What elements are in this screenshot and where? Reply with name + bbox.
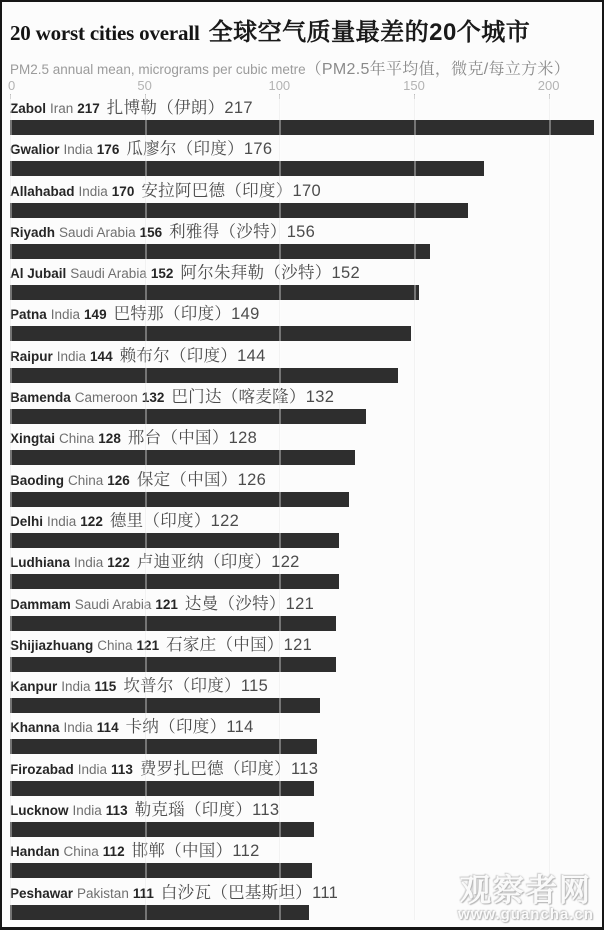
value-label: 115 xyxy=(94,679,117,695)
bar-row xyxy=(10,883,600,924)
bar xyxy=(10,450,355,465)
country-name-english: India xyxy=(78,183,108,199)
bar xyxy=(10,203,468,218)
row-label-chinese: 石家庄（中国）121 xyxy=(166,635,313,654)
value-label: 112 xyxy=(102,844,125,860)
row-label xyxy=(10,511,600,532)
bar-row xyxy=(10,387,600,428)
city-name-english: Khanna xyxy=(10,720,60,736)
row-label xyxy=(10,98,600,119)
value-label: 111 xyxy=(132,885,154,901)
bar-row xyxy=(10,222,600,263)
bar xyxy=(10,616,336,631)
row-label-chinese: 费罗扎巴德（印度）113 xyxy=(139,759,319,778)
value-label: 144 xyxy=(90,348,113,364)
city-name-english: Peshawar xyxy=(10,885,74,901)
country-name-english: Cameroon xyxy=(74,390,138,406)
bar xyxy=(10,409,366,424)
value-label: 121 xyxy=(155,596,178,612)
country-name-english: India xyxy=(56,348,87,364)
row-label-chinese: 扎博勒（伊朗）217 xyxy=(106,99,253,117)
x-axis xyxy=(10,78,600,96)
value-label: 113 xyxy=(111,761,133,777)
city-name-english: Xingtai xyxy=(10,431,56,447)
axis-tick-label: 50 xyxy=(137,78,152,93)
row-label-chinese: 坎普尔（印度）115 xyxy=(123,677,269,696)
city-name-english: Firozabad xyxy=(10,761,74,777)
row-label xyxy=(10,181,600,202)
city-name-english: Kanpur xyxy=(10,679,58,695)
country-name-english: China xyxy=(68,472,104,488)
city-name-english: Gwalior xyxy=(10,142,60,158)
bar xyxy=(10,698,320,713)
row-label xyxy=(10,841,600,862)
row-label-chinese: 德里（印度）122 xyxy=(109,511,240,530)
bar-row xyxy=(10,717,600,758)
bar xyxy=(10,739,317,754)
bar-row xyxy=(10,263,600,304)
city-name-english: Handan xyxy=(10,844,60,860)
row-label-chinese: 瓜廖尔（印度）176 xyxy=(126,140,273,159)
country-name-english: Saudi Arabia xyxy=(70,266,147,282)
watermark-site-name: 观察者网 xyxy=(460,873,593,908)
country-name-english: India xyxy=(61,679,91,695)
bar xyxy=(10,492,349,507)
row-label xyxy=(10,594,600,615)
row-label-chinese: 阿尔朱拜勒（沙特）152 xyxy=(180,264,360,283)
city-name-english: Dammam xyxy=(10,596,71,612)
bar-row xyxy=(10,759,600,800)
city-name-english: Delhi xyxy=(10,513,44,529)
country-name-english: Saudi Arabia xyxy=(59,224,136,240)
country-name-english: China xyxy=(63,844,99,860)
city-name-english: Bamenda xyxy=(10,390,71,406)
city-name-english: Allahabad xyxy=(10,183,75,199)
bar-row xyxy=(10,635,600,676)
axis-tick-label: 100 xyxy=(268,78,291,93)
subtitle-english: PM2.5 annual mean, micrograms per cubic metre xyxy=(10,62,306,77)
row-label-chinese: 白沙瓦（巴基斯坦）111 xyxy=(160,883,339,902)
bar-row xyxy=(10,841,600,882)
value-label: 122 xyxy=(80,513,103,529)
bar xyxy=(10,285,419,300)
bar-row xyxy=(10,304,600,345)
row-label xyxy=(10,552,600,573)
row-label xyxy=(10,883,600,904)
bar-row xyxy=(10,800,600,841)
page-title xyxy=(10,12,594,47)
bar-row xyxy=(10,181,600,222)
row-label xyxy=(10,470,600,491)
country-name-english: China xyxy=(59,431,95,447)
country-name-english: Pakistan xyxy=(77,885,129,901)
value-label: 128 xyxy=(98,431,121,447)
city-name-english: Shijiazhuang xyxy=(10,637,94,653)
city-name-english: Zabol xyxy=(10,101,46,116)
bar xyxy=(10,781,314,796)
row-label xyxy=(10,800,600,821)
bar xyxy=(10,120,594,135)
value-label: 149 xyxy=(84,307,107,323)
value-label: 122 xyxy=(107,555,130,571)
country-name-english: India xyxy=(47,513,77,529)
row-label-chinese: 利雅得（沙特）156 xyxy=(169,222,316,241)
bar-row xyxy=(10,139,600,180)
subtitle-chinese: （PM2.5年平均值，微克/每立方米） xyxy=(305,61,571,78)
gridline-overlay xyxy=(10,95,12,920)
city-name-english: Ludhiana xyxy=(10,555,70,571)
row-label-chinese: 巴门达（喀麦隆）132 xyxy=(171,388,335,407)
city-name-english: Patna xyxy=(10,307,47,323)
city-name-english: Riyadh xyxy=(10,224,56,240)
value-label: 132 xyxy=(141,390,165,406)
row-label-chinese: 赖布尔（印度）144 xyxy=(119,346,266,365)
axis-tick-label: 0 xyxy=(8,78,16,93)
bar-chart-area xyxy=(10,98,600,924)
bar xyxy=(10,657,336,672)
value-label: 126 xyxy=(107,472,130,488)
country-name-english: India xyxy=(77,761,108,777)
value-label: 217 xyxy=(77,101,100,116)
value-label: 152 xyxy=(150,266,174,282)
row-label xyxy=(10,387,600,408)
row-label-chinese: 邯郸（中国）112 xyxy=(131,842,260,861)
row-label-chinese: 勒克瑙（印度）113 xyxy=(134,801,280,820)
title-chinese: 全球空气质量最差的20个城市 xyxy=(208,19,531,46)
watermark-site-url: www.guancha.cn xyxy=(458,906,594,923)
country-name-english: Iran xyxy=(50,101,74,116)
row-label-chinese: 保定（中国）126 xyxy=(136,470,267,489)
gridline-overlay xyxy=(414,95,416,920)
bar-row xyxy=(10,552,600,593)
bar xyxy=(10,905,309,920)
country-name-english: India xyxy=(63,720,93,736)
city-name-english: Baoding xyxy=(10,472,64,488)
city-name-english: Al Jubail xyxy=(10,266,67,282)
row-label xyxy=(10,304,600,325)
row-label xyxy=(10,635,600,656)
gridline-overlay xyxy=(279,95,281,920)
value-label: 176 xyxy=(96,142,120,158)
row-label xyxy=(10,717,600,738)
bar-row xyxy=(10,594,600,635)
bar xyxy=(10,863,312,878)
bar xyxy=(10,574,339,589)
title-english: 20 worst cities overall xyxy=(10,21,200,45)
row-label xyxy=(10,222,600,243)
row-label-chinese: 卢迪亚纳（印度）122 xyxy=(136,553,300,572)
value-label: 113 xyxy=(105,803,128,819)
bar-row xyxy=(10,346,600,387)
gridline-overlay xyxy=(145,95,147,920)
country-name-english: India xyxy=(50,307,81,323)
row-label xyxy=(10,676,600,697)
row-label-chinese: 巴特那（印度）149 xyxy=(113,305,260,324)
axis-tick-label: 200 xyxy=(537,78,560,93)
row-label xyxy=(10,428,600,449)
bar xyxy=(10,533,339,548)
country-name-english: India xyxy=(74,555,104,571)
country-name-english: Saudi Arabia xyxy=(74,596,152,612)
country-name-english: China xyxy=(97,637,133,653)
row-label xyxy=(10,263,600,284)
bar xyxy=(10,244,430,259)
bar xyxy=(10,161,484,176)
bar-row xyxy=(10,428,600,469)
bar xyxy=(10,822,314,837)
country-name-english: India xyxy=(63,142,93,158)
bar-row xyxy=(10,98,600,139)
bar-row xyxy=(10,676,600,717)
chart-header xyxy=(2,2,602,79)
value-label: 170 xyxy=(111,183,135,199)
row-label xyxy=(10,139,600,160)
bar-row xyxy=(10,470,600,511)
row-label xyxy=(10,759,600,780)
bar xyxy=(10,368,398,383)
city-name-english: Lucknow xyxy=(10,803,69,819)
row-label-chinese: 邢台（中国）128 xyxy=(127,429,258,448)
row-label xyxy=(10,346,600,367)
row-label-chinese: 达曼（沙特）121 xyxy=(184,594,315,613)
bar-row xyxy=(10,511,600,552)
value-label: 121 xyxy=(136,637,160,653)
city-name-english: Raipur xyxy=(10,348,53,364)
axis-tick-label: 150 xyxy=(403,78,425,93)
bar xyxy=(10,326,411,341)
chart-subtitle xyxy=(10,56,594,79)
value-label: 156 xyxy=(139,224,163,240)
gridline-overlay xyxy=(549,95,551,920)
row-label-chinese: 卡纳（印度）114 xyxy=(125,718,254,737)
value-label: 114 xyxy=(96,720,119,736)
row-label-chinese: 安拉阿巴德（印度）170 xyxy=(141,181,321,200)
country-name-english: India xyxy=(72,803,102,819)
